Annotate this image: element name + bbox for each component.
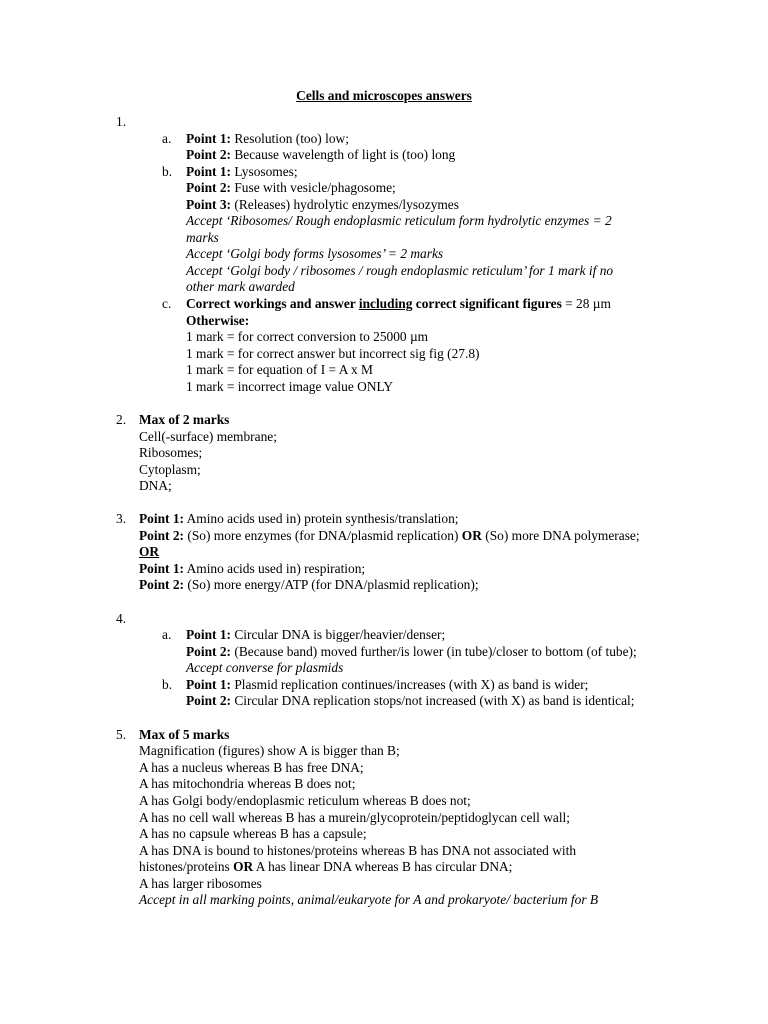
- question-number: 1.: [116, 114, 127, 129]
- sub-letter: a.: [162, 131, 172, 146]
- answer-line: A has no capsule whereas B has a capsule;: [139, 826, 367, 841]
- accept-note: Accept ‘Ribosomes/ Rough endoplasmic reticulum form hydrolytic enzymes = 2: [186, 213, 612, 228]
- sub-letter: c.: [162, 296, 172, 311]
- mark-line: 1 mark = for equation of I = A x M: [186, 362, 373, 377]
- answer-line: Max of 2 marks: [139, 412, 230, 427]
- answer-line: Point 2: (So) more enzymes (for DNA/plasmid replication) OR (So) more DNA polymerase;: [139, 528, 640, 543]
- sub-letter: a.: [162, 627, 172, 642]
- answer-line: Max of 5 marks: [139, 727, 230, 742]
- sub-letter: b.: [162, 677, 173, 692]
- question-number: 5.: [116, 727, 127, 742]
- mark-line: 1 mark = incorrect image value ONLY: [186, 379, 393, 394]
- accept-note: other mark awarded: [186, 279, 295, 294]
- answer-line: A has DNA is bound to histones/proteins whereas B has DNA not associated with: [139, 843, 577, 858]
- list-item: Ribosomes;: [139, 445, 203, 460]
- mark-line: 1 mark = for correct conversion to 25000 µm: [186, 329, 429, 344]
- accept-note: Accept ‘Golgi body forms lysosomes’ = 2 marks: [186, 246, 444, 261]
- question-number: 3.: [116, 511, 127, 526]
- list-item: Cytoplasm;: [139, 462, 201, 477]
- answer-line: Point 1: Amino acids used in) respiration;: [139, 561, 366, 576]
- accept-note: Accept ‘Golgi body / ribosomes / rough endoplasmic reticulum’ for 1 mark if no: [186, 263, 614, 278]
- sub-letter: b.: [162, 164, 173, 179]
- answer-line: Point 1: Resolution (too) low;: [186, 131, 349, 146]
- answer-line: A has larger ribosomes: [139, 876, 262, 891]
- answer-line: Point 2: (Because band) moved further/is lower (in tube)/closer to bottom (of tube);: [186, 644, 637, 659]
- answer-line: Point 2: (So) more energy/ATP (for DNA/plasmid replication);: [139, 577, 479, 592]
- list-item: Cell(-surface) membrane;: [139, 429, 277, 444]
- question-number: 2.: [116, 412, 127, 427]
- accept-note: Accept converse for plasmids: [186, 660, 344, 675]
- answer-line: OR: [139, 544, 160, 559]
- question-number: 4.: [116, 611, 127, 626]
- accept-note: marks: [186, 230, 219, 245]
- mark-line: 1 mark = for correct answer but incorrect sig fig (27.8): [186, 346, 480, 361]
- page-title: Cells and microscopes answers: [296, 88, 472, 103]
- accept-note: Accept in all marking points, animal/eukaryote for A and prokaryote/ bacterium for B: [139, 892, 599, 907]
- answer-line: Point 2: Circular DNA replication stops/not increased (with X) as band is identical;: [186, 693, 635, 708]
- answer-line: Point 1: Amino acids used in) protein synthesis/translation;: [139, 511, 459, 526]
- answer-line: Point 2: Because wavelength of light is (too) long: [186, 147, 456, 162]
- answer-line: A has a nucleus whereas B has free DNA;: [139, 760, 364, 775]
- answer-line: A has Golgi body/endoplasmic reticulum whereas B does not;: [139, 793, 471, 808]
- list-item: DNA;: [139, 478, 172, 493]
- answer-line: Point 2: Fuse with vesicle/phagosome;: [186, 180, 396, 195]
- answer-line: Point 1: Circular DNA is bigger/heavier/denser;: [186, 627, 446, 642]
- answer-line: Point 3: (Releases) hydrolytic enzymes/lysozymes: [186, 197, 459, 212]
- answer-line: Otherwise:: [186, 313, 250, 328]
- answer-line: Magnification (figures) show A is bigger than B;: [139, 743, 400, 758]
- answer-line: A has no cell wall whereas B has a murein/glycoprotein/peptidoglycan cell wall;: [139, 810, 570, 825]
- answer-line: Point 1: Lysosomes;: [186, 164, 298, 179]
- answer-line: A has mitochondria whereas B does not;: [139, 776, 356, 791]
- answer-line: Point 1: Plasmid replication continues/increases (with X) as band is wider;: [186, 677, 589, 692]
- answer-line: Correct workings and answer including correct significant figures = 28 µm: [186, 296, 611, 311]
- answer-line: histones/proteins OR A has linear DNA whereas B has circular DNA;: [139, 859, 513, 874]
